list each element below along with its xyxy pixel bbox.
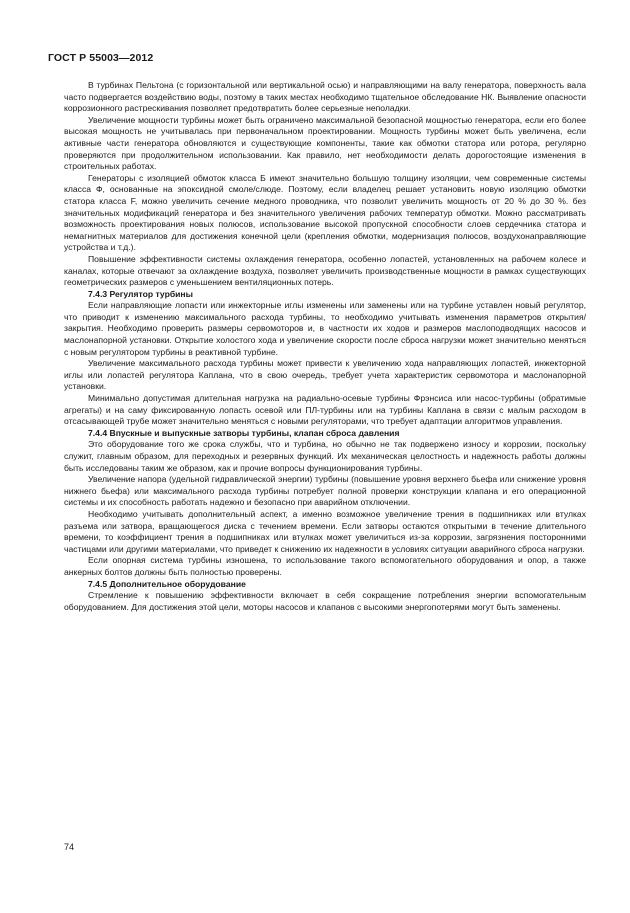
paragraph: Увеличение мощности турбины может быть ограничено максимальной безопасной мощностью генератора, если его более высокая мощность не учитывалась при первоначальном проектировании. Мощность турбины может быть увеличена, если активные части генератора обновляются и существующие компоненты, такие как обмотки статора или ротора, регулярно проверяются при продолжительном использовании. Как правило, нет необходимости делать дорогостоящие изменения в строительных работах. bbox=[64, 114, 586, 172]
paragraph: Увеличение максимального расхода турбины может привести к увеличению хода направляющих лопастей, инжекторной иглы или лопастей регулятора Каплана, что в свою очередь, требует учета характеристик сервомотора и маслонапорной установки. bbox=[64, 358, 586, 392]
paragraph: Необходимо учитывать дополнительный аспект, а именно возможное увеличение трения в подшипниках или втулках разъема или затвора, вращающегося диска с течением времени. Если затворы остаются открытыми в течение длительного времени, то коэффициент трения в подшипниках или втулках может увеличиться из-за коррозии, загрязнения посторонними частицами или другими материалами, что приведет к снижению их надежности в условиях ситуации аварийного сброса нагрузки. bbox=[64, 508, 586, 554]
paragraph: Стремление к повышению эффективности включает в себя сокращение потребления энергии вспомогательным оборудованием. Для достижения этой цели, моторы насосов и клапанов с высокими энергопотерями могут быть заменены. bbox=[64, 590, 586, 612]
section-heading: 7.4.3 Регулятор турбины bbox=[88, 288, 193, 299]
document-body bbox=[64, 80, 586, 613]
paragraph: Повышение эффективности системы охлаждения генератора, особенно лопастей, установленных на рабочем колесе и каналах, которые отвечают за охлаждение воздуха, позволяет увеличить производственные мощности в рамках существующих геометрических размеров с уменьшением вентиляционных потерь. bbox=[64, 253, 586, 288]
section-heading: 7.4.4 Впускные и выпускные затворы турбины, клапан сброса давления bbox=[88, 427, 400, 438]
paragraph: В турбинах Пельтона (с горизонтальной или вертикальной осью) и направляющими на валу генератора, поверхность вала часто подвергается воздействию воды, поэтому в таких местах необходимо тщательное обследование НК. Выявление опасности коррозионного растрескивания позволяет предотвратить более серьезные неполадки. bbox=[64, 80, 586, 114]
paragraph: Если опорная система турбины изношена, то использование такого вспомогательного оборудования и опор, а также анкерных болтов должны быть полностью проверены. bbox=[64, 555, 586, 577]
document-header: ГОСТ Р 55003—2012 bbox=[48, 52, 154, 64]
section-heading: 7.4.5 Дополнительное оборудование bbox=[88, 578, 246, 589]
paragraph: Если направляющие лопасти или инжекторные иглы изменены или заменены или на турбине уставлен новый регулятор, что приводит к изменению максимального расхода турбины, то необходимо учитывать изменения параметров открытия/закрытия. Необходимо проверить размеры сервомоторов и, в частности их ходов и размеров маслоподводящих насосов и маслонапорной установки. Открытие холостого хода и увеличение скорости после сброса нагрузки может значительно меняться с новым регулятором турбины в реактивной турбине. bbox=[64, 300, 586, 357]
paragraph: Увеличение напора (удельной гидравлической энергии) турбины (повышение уровня верхнего бьефа или снижение уровня нижнего бьефа) или максимального расхода турбины потребует полной проверки конструкции клапана и его операционной системы и их способность работать надежно и безопасно при аварийном отключении. bbox=[64, 474, 586, 508]
paragraph: Минимально допустимая длительная нагрузка на радиально-осевые турбины Фрэнсиса или насос-турбины (обратимые агрегаты) и на саму фиксированную лопасть осевой или ПЛ-турбины или на турбины Каплана в связи с малым расходом в отсасывающей трубе может значительно меняться с новыми регуляторами, что требует адаптации алгоритмов управления. bbox=[64, 393, 586, 427]
paragraph: Генераторы с изоляцией обмоток класса Б имеют значительно большую толщину изоляции, чем современные системы класса Ф, основанные на эпоксидной смоле/слюде. Поэтому, если владелец решает установить новую изоляцию обмотки статора класса F, можно увеличить сечение медного проводника, что позволит увеличить мощность от 20 % до 30 %. без значительных модификаций генератора и без значительного увеличения рабочих температур обмотки. Можно рассматривать возможность проектирования новых полюсов, использование высокой пропускной способности слоев сердечника статора и немагнитных материалов для достижения конечной цели (крепления обмотки, модернизация полюсов, воздухонаправляющие устройства и т.д.). bbox=[64, 172, 586, 253]
paragraph: Это оборудование того же срока службы, что и турбина, но обычно не так подвержено износу и коррозии, поскольку служит, главным образом, для переходных и резервных функций. Их механическая целостность и надежность работы должны быть исследованы таким же образом, как и прочие вопросы функционирования турбины. bbox=[64, 439, 586, 473]
page-number: 74 bbox=[64, 842, 75, 852]
